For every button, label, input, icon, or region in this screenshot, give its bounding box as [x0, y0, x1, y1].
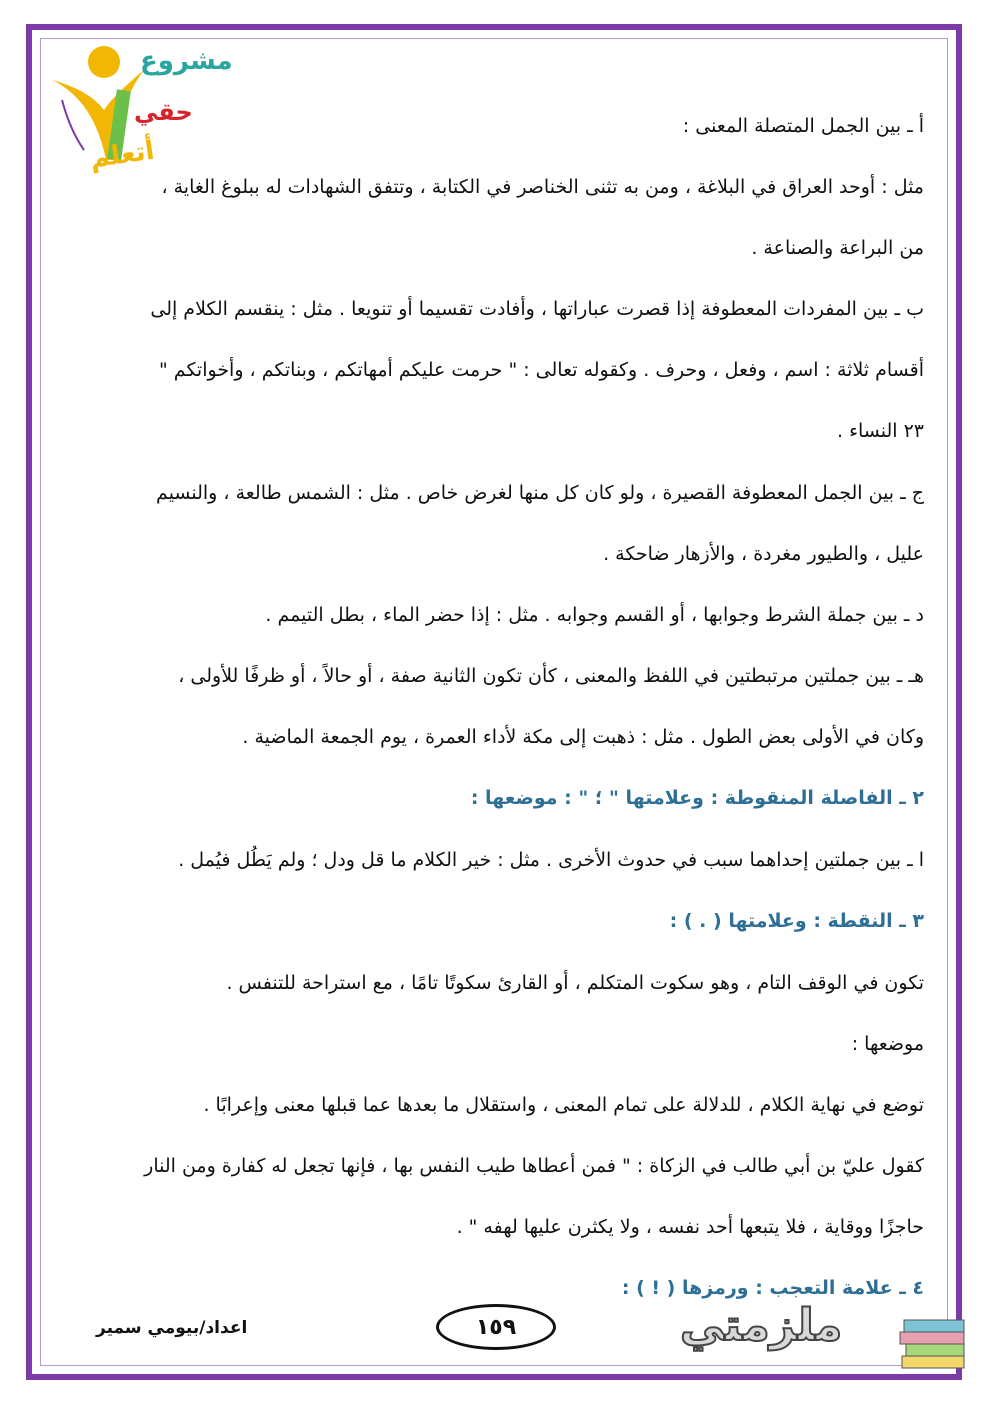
text-line-5: أقسام ثلاثة : اسم ، وفعل ، وحرف . وكقوله تعالى : " حرمت عليكم أمهاتكم ، وبناتكم ، وأخواتكم "	[159, 359, 924, 381]
logo-text-learn: أتعلم	[88, 135, 157, 175]
text-line-11: وكان في الأولى بعض الطول . مثل : ذهبت إلى مكة لأداء العمرة ، يوم الجمعة الماضية .	[242, 726, 924, 748]
section-heading-period: ٣ ـ النقطة : وعلامتها ( . ) :	[669, 910, 924, 932]
text-line-13: ا ـ بين جملتين إحداهما سبب في حدوث الأخرى . مثل : خير الكلام ما قل ودل ؛ ولم يَطُل فيُمل .	[178, 849, 924, 871]
section-heading-exclamation: ٤ ـ علامة التعجب : ورمزها ( ! ) :	[621, 1277, 924, 1299]
text-line-7: ج ـ بين الجمل المعطوفة القصيرة ، ولو كان كل منها لغرض خاص . مثل : الشمس طالعة ، والنسيم	[156, 482, 924, 504]
logo-text-my-right: حقي	[134, 98, 193, 126]
text-line-19: حاجزًا ووقاية ، فلا يتبعها أحد نفسه ، ولا يكثرن عليها لهفه " .	[456, 1216, 924, 1238]
text-line-4: ب ـ بين المفردات المعطوفة إذا قصرت عباراتها ، وأفادت تقسيما أو تنويعا . مثل : ينقسم الكلام إلى	[150, 298, 924, 320]
text-line-2: مثل : أوحد العراق في البلاغة ، ومن به تثنى الخناصر في الكتابة ، وتتفق الشهادات له ببلوغ الغاية ،	[161, 176, 924, 198]
section-heading-semicolon: ٢ ـ الفاصلة المنقوطة : وعلامتها " ؛ " : موضعها :	[470, 787, 924, 809]
text-line-15: تكون في الوقف التام ، وهو سكوت المتكلم ، أو القارئ سكوتًا تامًا ، مع استراحة للتنفس .	[226, 972, 924, 994]
text-line-8: عليل ، والطيور مغردة ، والأزهار ضاحكة .	[603, 543, 924, 565]
logo-text-project: مشروع	[140, 46, 233, 76]
text-line-6: ٢٣ النساء .	[836, 420, 924, 442]
text-line-9: د ـ بين جملة الشرط وجوابها ، أو القسم وجوابه . مثل : إذا حضر الماء ، بطل التيمم .	[265, 604, 924, 626]
text-line-17: توضع في نهاية الكلام ، للدلالة على تمام المعنى ، واستقلال ما بعدها عما قبلها معنى وإعرابًا .	[203, 1094, 924, 1116]
watermark-text: ملزمتي	[680, 1300, 843, 1351]
text-line-18: كقول عليّ بن أبي طالب في الزكاة : " فمن أعطاها طيب النفس بها ، فإنها تجعل له كفارة ومن النار	[144, 1155, 924, 1177]
text-line-3: من البراعة والصناعة .	[751, 237, 924, 259]
text-line-1: أ ـ بين الجمل المتصلة المعنى :	[682, 115, 924, 137]
text-line-16: موضعها :	[851, 1033, 924, 1055]
footer-author: اعداد/بيومي سمير	[96, 1318, 248, 1338]
text-line-10: هـ ـ بين جملتين مرتبطتين في اللفظ والمعنى ، كأن تكون الثانية صفة ، أو حالاً ، أو ظرفًا للأولى ،	[178, 665, 924, 687]
page-number: ١٥٩	[436, 1304, 556, 1350]
